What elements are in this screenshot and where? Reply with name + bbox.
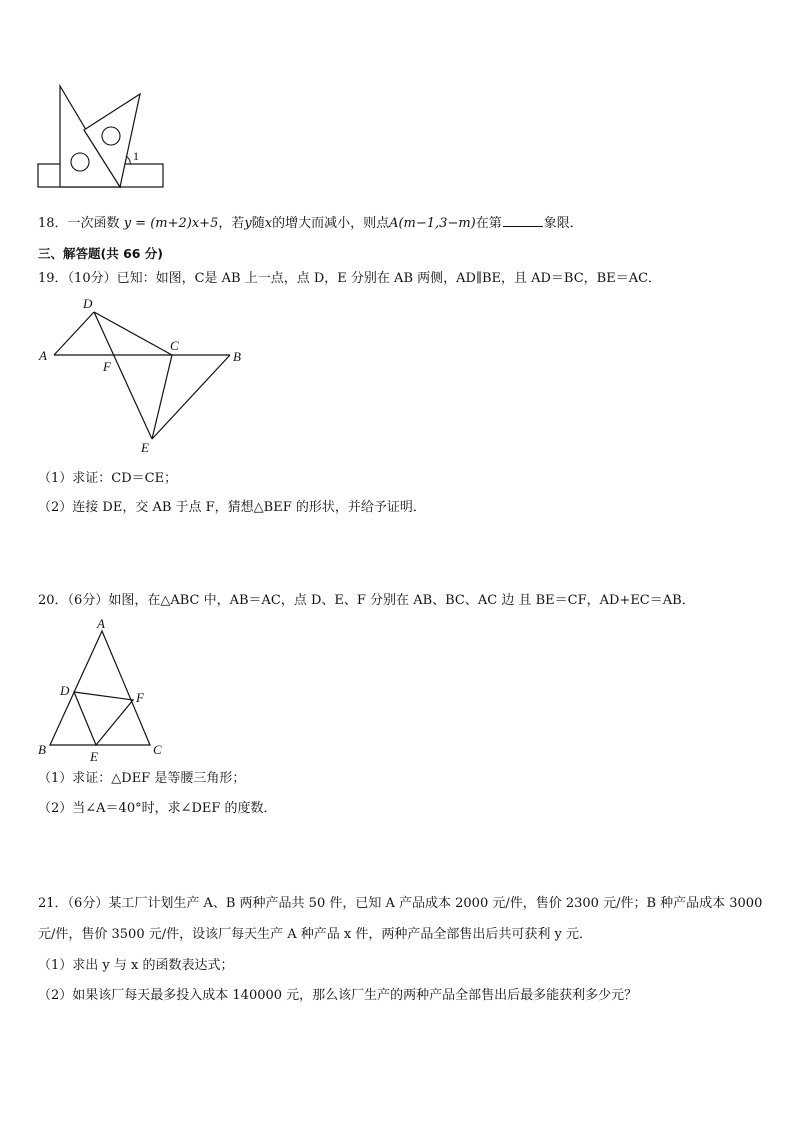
q21-sub2: （2）如果该厂每天最多投入成本 140000 元，那么该厂生产的两种产品全部售出后最多能获利多少元？ [38,988,638,1003]
label-E: E [90,749,98,764]
label-E: E [141,440,149,455]
angle-1-label: 1 [133,149,139,163]
q19-figure [36,292,256,458]
section-heading: 三、解答题(共 66 分) [38,246,164,261]
q21-line1: 某工厂计划生产 A、B 两种产品共 50 件，已知 A 产品成本 2000 元/件，售价 2300 元/件；B 种产品成本 3000 [108,896,763,911]
label-C: C [170,338,179,353]
q19-text: 已知：如图，C是 AB 上一点，点 D，E 分别在 AB 两侧，AD∥BE，且 AD＝BC，BE＝AC． [116,271,662,286]
q19-sub1: （1）求证：CD＝CE； [38,471,178,486]
q21-line2: 元/件，售价 3500 元/件，设该厂每天生产 A 种产品 x 件，两种产品全部售出后共可获利 y 元． [38,927,592,942]
q20-text: 如图，在△ABC 中，AB＝AC，点 D、E、F 分别在 AB、BC、AC 边 且 BE＝CF，AD+EC＝AB． [108,593,695,608]
answer-blank [503,213,543,227]
q20-figure [36,616,176,764]
label-F: F [136,690,144,705]
question-19: 19．（10分）已知：如图，C是 AB 上一点，点 D，E 分别在 AB 两侧，AD∥BE，且 AD＝BC，BE＝AC． [38,271,662,286]
label-D: D [83,296,93,311]
set-square-figure [36,84,168,192]
q20-sub1: （1）求证：△DEF 是等腰三角形； [38,771,246,786]
q18-formula: y = (m+2)x+5 [123,216,219,231]
q21-sub1: （1）求出 y 与 x 的函数表达式； [38,958,234,973]
question-21: 21．（6分）某工厂计划生产 A、B 两种产品共 50 件，已知 A 产品成本 2000 元/件，售价 2300 元/件；B 种产品成本 3000 [38,896,763,911]
label-A: A [97,616,105,631]
question-18: 18．一次函数 y = (m+2)x+5，若y随x的增大而减小，则点A(m−1,3−m)在第 象限． [38,213,583,233]
question-20: 20．（6分）如图，在△ABC 中，AB＝AC，点 D、E、F 分别在 AB、BC、AC 边 且 BE＝CF，AD+EC＝AB． [38,593,695,608]
q18-point: A(m−1,3−m) [389,216,476,231]
q20-sub2: （2）当∠A＝40°时，求∠DEF 的度数． [38,801,277,816]
label-F: F [103,359,111,374]
label-B: B [38,742,46,757]
label-D: D [60,683,70,698]
label-C: C [153,742,162,757]
label-B: B [233,349,241,364]
q19-sub2: （2）连接 DE，交 AB 于点 F，猜想△BEF 的形状，并给予证明． [38,500,426,515]
label-A: A [39,348,47,363]
